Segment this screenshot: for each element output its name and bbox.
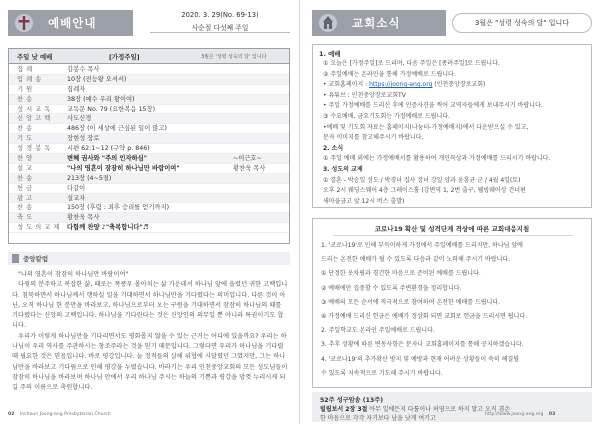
worship-order-row: [9, 105, 289, 115]
order-item-value: 장현성 장로: [67, 135, 100, 143]
news-section-heading: [323, 144, 591, 154]
order-item-value: "나의 영혼이 잠잠히 하나님만 바람이여": [67, 164, 180, 172]
order-item-value: 황찬욱 목사: [67, 214, 100, 222]
church-cross-icon: [14, 13, 34, 33]
news-line: [323, 91, 591, 101]
order-item-value: 38장 (예수 우리 왕이여): [67, 95, 135, 103]
service-type: 주일 낮 예배: [17, 53, 53, 61]
notice-line: 4. '코로나19'의 추가확산 방지 및 예방과 현재 어려운 상황들이 속히 해결될: [321, 355, 520, 363]
worship-order-row: [9, 174, 289, 184]
notice-line: ④ 가정예배 드리신 헌금은 예배가 정상화 되면 교회로 헌금을 드리시면 됩니다.: [321, 313, 528, 320]
right-page-number: 03: [548, 412, 556, 417]
worship-order-row: [9, 75, 289, 85]
order-item-label: 기 도: [17, 135, 33, 143]
church-building-icon: [318, 13, 338, 33]
column-paragraph: "나의 영혼이 잠잠히 하나님만 바랑이여": [18, 271, 129, 278]
memory-verse-box: [312, 392, 592, 424]
service-name: 사순절 다섯째 주일: [191, 24, 249, 32]
order-item-label: 성 도 의 교 제: [17, 224, 60, 232]
news-line: [323, 101, 591, 111]
worship-order-row: [9, 85, 289, 95]
notice-line: 드리는 온전한 예배가 될 수 있도록 다음과 같이 노력해 주시기 바랍니다.: [321, 256, 511, 264]
verse-reference: 빌립보서 2장 3절: [320, 406, 368, 413]
news-line-text: ① 오늘은 [가정주일]로 드리며, 다음 주일은 [종려주일]로 드립니다.: [323, 60, 500, 67]
news-heading: 1. 예배: [319, 50, 341, 58]
news-line: [323, 133, 591, 143]
news-line: [323, 59, 591, 69]
notice-line: 3. 추후 상황에 따른 변동사항은 문자나 교회홈페이지를 통해 공지하겠습니다.: [321, 341, 524, 349]
news-line-text: 문자 이미지를 참고해주시기 바랍니다.: [323, 134, 424, 142]
verse-text-1: 아무 일에든지 다툼이나 허영으로 하지 말고 오직 겸손: [367, 406, 511, 413]
worship-order-row: [9, 114, 289, 124]
order-item-value: 213장 (4~5절): [67, 174, 112, 182]
order-item-value: 10장 (전능왕 오셔서): [67, 75, 127, 83]
news-line: [323, 154, 591, 164]
news-line-text: 새마을금고 앞 12시 버스 출발): [323, 197, 405, 205]
order-item-value: 486장 (이 세상에 근심된 일이 많고): [67, 125, 167, 133]
news-line: [323, 123, 591, 133]
church-url: http://www.joong-ang.org: [485, 412, 544, 417]
notice-line: ② 예배에만 집중할 수 있도록 주변환경을 정리합니다.: [321, 284, 462, 292]
notice-line: 2. 주일학교도 온라인 주일예배로 드립니다.: [321, 327, 435, 335]
notice-divider: [333, 235, 573, 236]
sermon-header-band: [8, 252, 290, 265]
covid-notice-box: [312, 218, 592, 388]
order-item-value: 교독문 No. 79 (요한복음 15장): [67, 105, 156, 113]
news-section-heading: [323, 165, 591, 175]
homepage-link[interactable]: https://joong-ang.org: [369, 81, 433, 89]
worship-order-row: [9, 65, 289, 75]
worship-guide-banner: [8, 10, 133, 36]
news-line-text: • 교회홈페이지 :: [323, 81, 370, 89]
worship-order-row: [9, 124, 289, 134]
worship-order-header: [9, 49, 289, 64]
order-item-value: 김봉수 목사: [67, 66, 100, 73]
news-line: [323, 186, 591, 196]
news-line: [323, 70, 591, 80]
news-line-text: ② 주일예배는 온라인을 통해 가정예배로 드립니다.: [323, 70, 456, 78]
order-item-value: 150장 (후렴 : 죄후 승리를 얻기까지): [67, 204, 170, 212]
worship-order-table: [8, 48, 290, 244]
order-item-label: 신 앙 고 백: [17, 115, 51, 123]
order-item-label: 찬 양: [17, 155, 33, 163]
church-english-name: Incheon Joong-ang Presbyterian Church: [19, 412, 111, 417]
verse-title: 52주 성구암송 (13주): [320, 397, 384, 404]
order-item-label: 찬 송: [17, 174, 33, 182]
order-item-label: 입 례 송: [17, 75, 42, 83]
order-item-detail: ~이근호~: [233, 155, 262, 163]
news-section: [312, 44, 592, 208]
worship-order-rows: [9, 65, 289, 233]
order-item-value: 변혜 권사와 "주의 인자하심": [67, 155, 148, 163]
worship-order-row: [9, 154, 289, 164]
order-item-label: 축 도: [17, 214, 33, 222]
order-item-label: 광 고: [17, 194, 33, 202]
notice-line: ③ 예배의 모든 순서에 적극적으로 참여하여 온전한 예배를 드립니다.: [321, 298, 501, 306]
right-footer: [485, 412, 555, 417]
order-item-value: 집례자: [67, 85, 86, 93]
news-line-text: • 유튜브 : 인천중앙장로교회TV: [323, 91, 406, 99]
worship-order-row: [9, 223, 289, 233]
order-item-value: 사도신경: [67, 115, 92, 123]
order-item-value: 시편 62:1~12 (구약 p. 846): [67, 145, 150, 153]
banner-title: 예배안내: [48, 16, 97, 30]
month-slogan: 3월은 "성령 성숙의 달" 입니다: [452, 13, 592, 33]
news-line-text: ① 결혼 - 박승일 성도 / 박경녀 집사 장녀 강일 양과 윤흥균 군 / 4월 4일(토): [323, 176, 521, 184]
header-divider: [150, 32, 290, 33]
notice-title: 코로나19 확산 및 성격단계 격상에 따른 교회대응지침: [374, 225, 530, 233]
order-item-label: 성 시 교 독: [17, 105, 51, 113]
news-line-suffix: (인천중앙장로교회): [432, 81, 486, 89]
worship-order-row: [9, 144, 289, 154]
order-item-label: 헌 금: [17, 184, 33, 192]
news-line-text: ① 주일 예배 외에는 가정예배서를 활용하여 개인묵상과 가정예배를 드리시기 바랍니다.: [323, 155, 551, 163]
bookmark-icon: [12, 254, 19, 263]
notice-line: 수 있도록 지속적으로 기도해 주시기 바랍니다.: [321, 369, 443, 377]
news-line-text: 3. 성도의 교제: [323, 166, 363, 173]
column-paragraph: 우리가 이렇게 하나님만을 기다리면서도 평화롭지 않을 수 있는 근거는 어디에 있을까요? 우리는 하나님이 우리 역사를 주관하시는 창조주라는 것을 믿기 때문입니다. 그렇다면 우리가 하나님을 기다릴 때 필요한 것은 믿음입니다. 바로 평강입니다. 늘 정적들의 살해 위협에 시달렸던 그였지만, 그는 하나님만을 바라보고 기다림으로 인해 평강을 누렸습니다. 바라기는 우리 인천중앙교회의 모든 성도님들이 잠잠히 하나님을 바라보며 하나님 안에서 우리 하나님 주시는 하늘의 기쁨과 평강을 맘껏 누리시게 되길 주의 이름으로 축원합니다.: [12, 332, 288, 392]
order-item-value: 설교자: [67, 194, 86, 202]
worship-order-row: [9, 213, 289, 223]
worship-order-row: [9, 194, 289, 204]
order-item-detail: 황찬욱 목사: [233, 164, 266, 172]
verse-text-2: 한 마음으로 각각 자기보다 남을 낫게 여기고: [320, 415, 436, 422]
column-paragraph: 다윗의 분주하고 복잡한 삶, 때로는 폭풍우 몰아치는 삶 가운데서 하나님 앞에 올렸던 귀한 고백입니다. 침묵하면서 하나님께서 행하실 일을 기대하면서 하나님만을 기다렸다는 의미입니다. 다른 것이 아닌, 오직 하나님 한 분만을 바라보고, 하나님으로부터 오는 구원을 기대하면서 잠잠히 하나님의 때를 기다렸다는 신앙의 고백입니다. 하나님을 기다린다는 것은 신앙인의 의무일 뿐 아니라 특권이기도 합니다.: [12, 281, 288, 330]
news-line: [323, 80, 591, 90]
news-line: [323, 112, 591, 122]
news-line: [323, 176, 591, 186]
order-item-label: 찬 송: [17, 125, 33, 133]
worship-order-row: [9, 164, 289, 174]
left-page-number: 02: [8, 412, 15, 417]
news-line-text: •예배 및 기도회 자료는 홈페이지(나눔터-가정예배지)에서 다운받으실 수 있고,: [323, 123, 529, 131]
order-item-label: 찬 송: [17, 95, 33, 103]
memory-verse-panel: [312, 392, 592, 422]
news-line-text: 오후 2시 웨딩스퀘어 4층 그레이스홀 (강변역 1, 2번 출구, 웰빙웨어상 건너편: [323, 187, 526, 195]
verse-line-1: [320, 404, 510, 413]
notice-line: ① 단정한 옷차림과 경건한 마음으로 준비된 예배를 드립니다.: [321, 270, 481, 278]
news-line-text: 2. 소식: [323, 144, 344, 152]
order-item-label: 기 원: [17, 85, 33, 93]
order-item-label: 설 교: [17, 164, 33, 172]
church-news-banner: [312, 10, 446, 36]
order-item-value: 다같이: [67, 184, 86, 192]
news-line-text: • 주일 가정예배를 드리신 후에 인증사진을 찍어 교역자들에게 보내주시기 바랍니다.: [323, 102, 543, 110]
service-theme: [가정주일]: [109, 53, 140, 61]
worship-order-row: [9, 134, 289, 144]
order-item-label: 집 례: [17, 66, 33, 73]
left-footer: [8, 412, 111, 417]
service-date: 2020. 3. 29(No. 69-13): [181, 11, 259, 19]
order-item-label: 찬 송: [17, 204, 33, 212]
order-item-label: 성 경 봉 독: [17, 145, 51, 153]
news-line: [323, 197, 591, 207]
notice-line: 1. '코로나19'로 인해 부득이하게 가정에서 주일예배를 드리지만, 하나님 앞에: [321, 242, 523, 249]
column-body: [12, 270, 288, 394]
order-item-value: 다함께 찬양 ♪"축복합니다"♬: [67, 224, 149, 232]
worship-order-row: [9, 95, 289, 105]
worship-order-row: [9, 203, 289, 213]
month-motto: 3월은 '성령 성숙의 달' 입니다: [201, 54, 267, 60]
column-title: 중앙칼럼: [23, 255, 49, 263]
news-line-text: ③ 수요예배, 금요기도회는 가정예배로 드립니다.: [323, 113, 450, 120]
worship-order-row: [9, 184, 289, 194]
banner-title: 교회소식: [352, 16, 401, 30]
